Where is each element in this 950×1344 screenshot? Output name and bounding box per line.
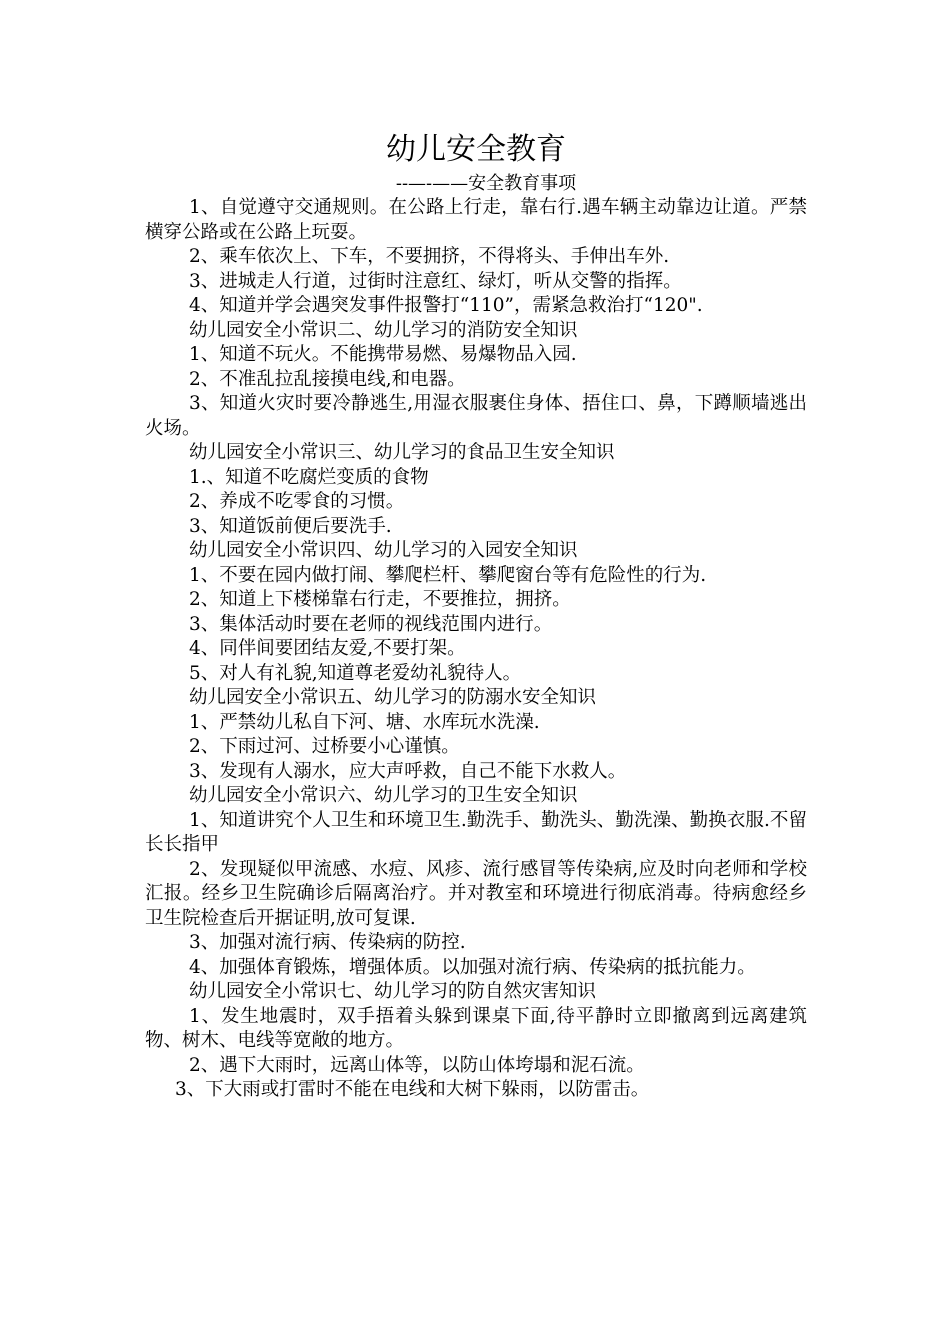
paragraph: 2、知道上下楼梯靠右行走，不要推拉，拥挤。 [189,589,571,610]
page-title: 幼儿安全教育 [386,132,566,167]
paragraph: 3、进城走人行道，过街时注意红、绿灯，听从交警的指挥。 [189,270,682,292]
section-heading: 幼儿园安全小常识二、幼儿学习的消防安全知识 [189,319,578,341]
page-subtitle: --—-——安全教育事项 [395,173,577,194]
paragraph: 1、知道不玩火。不能携带易燃、易爆物品入园. [189,344,577,365]
paragraph: 3、加强对流行病、传染病的防控. [189,932,466,953]
paragraph: 4、同伴间要团结友爱,不要打架。 [189,638,466,659]
section-heading: 幼儿园安全小常识六、幼儿学习的卫生安全知识 [189,785,578,806]
paragraph: 1、知道讲究个人卫生和环境卫生.勤洗手、勤洗头、勤洗澡、勤换衣服.不留长长指甲 [145,809,807,855]
section-heading: 幼儿园安全小常识五、幼儿学习的防溺水安全知识 [189,687,597,708]
document-page [145,128,807,1103]
paragraph: 3、知道火灾时要冷静逃生,用湿衣服裹住身体、捂住口、鼻，下蹲顺墙逃出火场。 [145,393,807,439]
section-heading: 幼儿园安全小常识三、幼儿学习的食品卫生安全知识 [189,442,615,463]
section-heading: 幼儿园安全小常识四、幼儿学习的入园安全知识 [189,540,578,561]
paragraph: 4、知道并学会遇突发事件报警打“110”，需紧急救治打“120". [189,295,703,316]
paragraph: 1、不要在园内做打闹、攀爬栏杆、攀爬窗台等有危险性的行为. [189,564,707,586]
paragraph: 2、不准乱拉乱接摸电线,和电器。 [189,368,466,390]
paragraph: 3、知道饭前便后要洗手. [189,515,392,537]
paragraph: 2、下雨过河、过桥要小心谨慎。 [189,736,460,757]
paragraph: 4、加强体育锻炼，增强体质。以加强对流行病、传染病的抵抗能力。 [189,956,756,978]
section-heading: 幼儿园安全小常识七、幼儿学习的防自然灾害知识 [189,981,597,1002]
paragraph: 1、严禁幼儿私自下河、塘、水库玩水洗澡. [189,711,540,733]
paragraph: 1、自觉遵守交通规则。在公路上行走，靠右行.遇车辆主动靠边让道。严禁横穿公路或在公路上玩耍。 [145,197,807,243]
paragraph: 2、养成不吃零食的习惯。 [189,491,405,512]
paragraph: 5、对人有礼貌,知道尊老爱幼礼貌待人。 [189,662,522,684]
paragraph: 2、遇下大雨时，远离山体等，以防山体垮塌和泥石流。 [189,1054,645,1076]
paragraph: 1.、知道不吃腐烂变质的食物 [189,466,429,488]
paragraph: 1、发生地震时，双手捂着头躲到课桌下面,待平静时立即撤离到远离建筑物、树木、电线等宽敞的地方。 [145,1005,807,1051]
paragraph: 3、发现有人溺水，应大声呼救，自己不能下水救人。 [189,760,627,782]
paragraph: 2、乘车依次上、下车，不要拥挤，不得将头、手伸出车外. [189,246,670,267]
paragraph: 3、集体活动时要在老师的视线范围内进行。 [189,613,553,635]
document-body [145,196,807,1103]
paragraph: 3、下大雨或打雷时不能在电线和大树下躲雨，以防雷击。 [175,1079,650,1100]
paragraph: 2、发现疑似甲流感、水痘、风疹、流行感冒等传染病,应及时向老师和学校汇报。经乡卫生院确诊后隔离治疗。并对教室和环境进行彻底消毒。待病愈经乡卫生院检查后开据证明,放可复课. [145,858,807,929]
